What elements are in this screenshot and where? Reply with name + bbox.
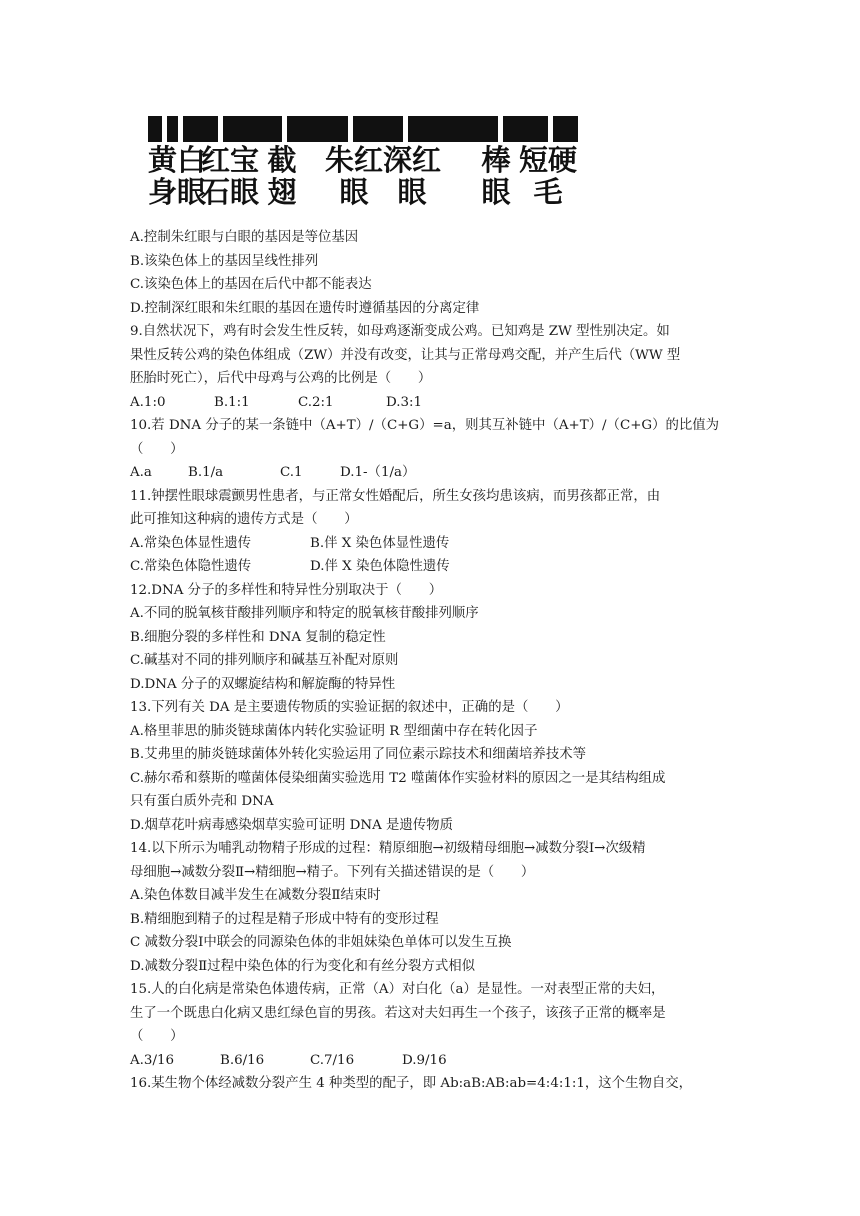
q8-option-d: D.控制深红眼和朱红眼的基因在遗传时遵循基因的分离定律 [130, 300, 480, 316]
q10-option-c: C.1 [280, 465, 303, 480]
q9-option-b: B.1:1 [214, 394, 250, 410]
gene-divider [548, 116, 553, 142]
q11-option-d: D.伴 X 染色体隐性遗传 [310, 559, 450, 574]
gene-label-bar-eye: 棒 眼 [481, 143, 511, 209]
q11-stem-line: 此可推知这种病的遗传方式是（ ） [130, 512, 358, 527]
q10-option-b: B.1/a [188, 465, 224, 480]
q11-option-c: C.常染色体隐性遗传 [130, 559, 252, 574]
gene-divider [218, 116, 223, 142]
q12-option-c: C.碱基对不同的排列顺序和碱基互补配对原则 [130, 653, 399, 668]
q13-option-b: B.艾弗里的肺炎链球菌体外转化实验运用了同位素示踪技术和细菌培养技术等 [130, 747, 586, 762]
q9-option-d: D.3:1 [386, 394, 423, 410]
q15-option-b: B.6/16 [220, 1052, 265, 1068]
q15-stem-line: 生了一个既患白化病又患红绿色盲的男孩。若这对夫妇再生一个孩子，该孩子正常的概率是 [130, 1005, 666, 1021]
gene-label-short-bristle: 短硬 毛 [518, 143, 577, 209]
q14-option-a: A.染色体数目减半发生在减数分裂Ⅱ结束时 [130, 888, 381, 903]
q15-options [130, 1049, 732, 1073]
q12-stem-line: 12.DNA 分子的多样性和特异性分别取决于（ ） [130, 582, 443, 598]
gene-divider [348, 116, 353, 142]
gene-divider [282, 116, 287, 142]
q8-option-c: C.该染色体上的基因在后代中都不能表达 [130, 277, 372, 292]
q14-option-b: B.精细胞到精子的过程是精子形成中特有的变形过程 [130, 911, 439, 927]
gene-label-ruby: 红宝 石眼 [200, 143, 259, 209]
q16-stem-line: 16.某生物个体经减数分裂产生 4 种类型的配子，即 Ab:aB:AB:ab=4:4:1:1，这个生物自交， [130, 1076, 693, 1091]
q15-option-c: C.7/16 [310, 1052, 355, 1068]
q10-stem-line: （ ） [130, 441, 184, 457]
chromosome-bar [148, 116, 578, 142]
q13-option-a: A.格里菲思的肺炎链球菌体内转化实验证明 R 型细菌中存在转化因子 [130, 723, 538, 739]
q15-option-a: A.3/16 [130, 1052, 174, 1068]
q9-options [130, 391, 732, 415]
q15-stem-line: （ ） [130, 1029, 184, 1044]
q10-option-d: D.1-（1/a） [340, 465, 416, 480]
q14-option-d: D.减数分裂Ⅱ过程中染色体的行为变化和有丝分裂方式相似 [130, 958, 475, 974]
q9-stem-line: 胚胎时死亡），后代中母鸡与公鸡的比例是（ ） [130, 371, 432, 386]
q14-stem-line: 母细胞→减数分裂Ⅱ→精细胞→精子。下列有关描述错误的是（ ） [130, 864, 535, 880]
q9-option-a: A.1:0 [130, 394, 166, 410]
q8-option-b: B.该染色体上的基因呈线性排列 [130, 253, 319, 269]
gene-divider [498, 116, 503, 142]
q10-options [130, 461, 732, 485]
q10-stem-line: 10.若 DNA 分子的某一条链中（A+T）/（C+G）=a，则其互补链中（A+T）/（C+G）的比值为 [130, 418, 720, 433]
q11-option-a: A.常染色体显性遗传 [130, 535, 252, 551]
q11-option-b: B.伴 X 染色体显性遗传 [310, 535, 450, 551]
q9-stem-line: 果性反转公鸡的染色体组成（ZW）并没有改变，让其与正常母鸡交配，并产生后代（WW 型 [130, 347, 681, 363]
gene-label-cut-wing: 截 翅 [267, 143, 297, 209]
q15-option-d: D.9/16 [402, 1052, 447, 1068]
q12-option-d: D.DNA 分子的双螺旋结构和解旋酶的特异性 [130, 676, 396, 692]
q11-stem-line: 11.钟摆性眼球震颤男性患者，与正常女性婚配后，所生女孩均患该病，而男孩都正常，由 [130, 488, 661, 504]
q11-options [130, 555, 732, 579]
q13-option-d: D.烟草花叶病毒感染烟草实验可证明 DNA 是遗传物质 [130, 817, 453, 833]
q14-stem-line: 14.以下所示为哺乳动物精子形成的过程：精原细胞→初级精母细胞→减数分裂Ⅰ→次级精 [130, 841, 646, 856]
q12-option-a: A.不同的脱氧核苷酸排列顺序和特定的脱氧核苷酸排列顺序 [130, 606, 479, 621]
gene-label-vermilion: 朱红 眼 [324, 143, 383, 209]
chromosome-figure [148, 116, 578, 212]
q9-option-c: C.2:1 [298, 394, 334, 410]
question-text [130, 226, 732, 1096]
gene-divider [178, 116, 183, 142]
gene-divider [403, 116, 408, 142]
gene-divider [162, 116, 167, 142]
q12-option-b: B.细胞分裂的多样性和 DNA 复制的稳定性 [130, 629, 386, 645]
gene-label-yellow-white: 黄白 身眼 [148, 143, 207, 209]
q14-option-c: C 减数分裂Ⅰ中联会的同源染色体的非姐妹染色单体可以发生互换 [130, 935, 512, 950]
q10-option-a: A.a [130, 465, 152, 480]
q13-stem-line: 13.下列有关 DA 是主要遗传物质的实验证据的叙述中，正确的是（ ） [130, 700, 569, 715]
q11-options [130, 532, 732, 556]
gene-label-garnet: 深红 眼 [382, 143, 441, 209]
q15-stem-line: 15.人的白化病是常染色体遗传病，正常（A）对白化（a）是显性。一对表型正常的夫妇， [130, 982, 665, 997]
q13-option-c: C.赫尔希和蔡斯的噬菌体侵染细菌实验选用 T2 噬菌体作实验材料的原因之一是其结构组成 [130, 770, 666, 786]
q8-option-a: A.控制朱红眼与白眼的基因是等位基因 [130, 230, 359, 245]
q9-stem-line: 9.自然状况下，鸡有时会发生性反转，如母鸡逐渐变成公鸡。已知鸡是 ZW 型性别决定。如 [130, 324, 670, 339]
q13-option-c-cont: 只有蛋白质外壳和 DNA [130, 794, 274, 809]
